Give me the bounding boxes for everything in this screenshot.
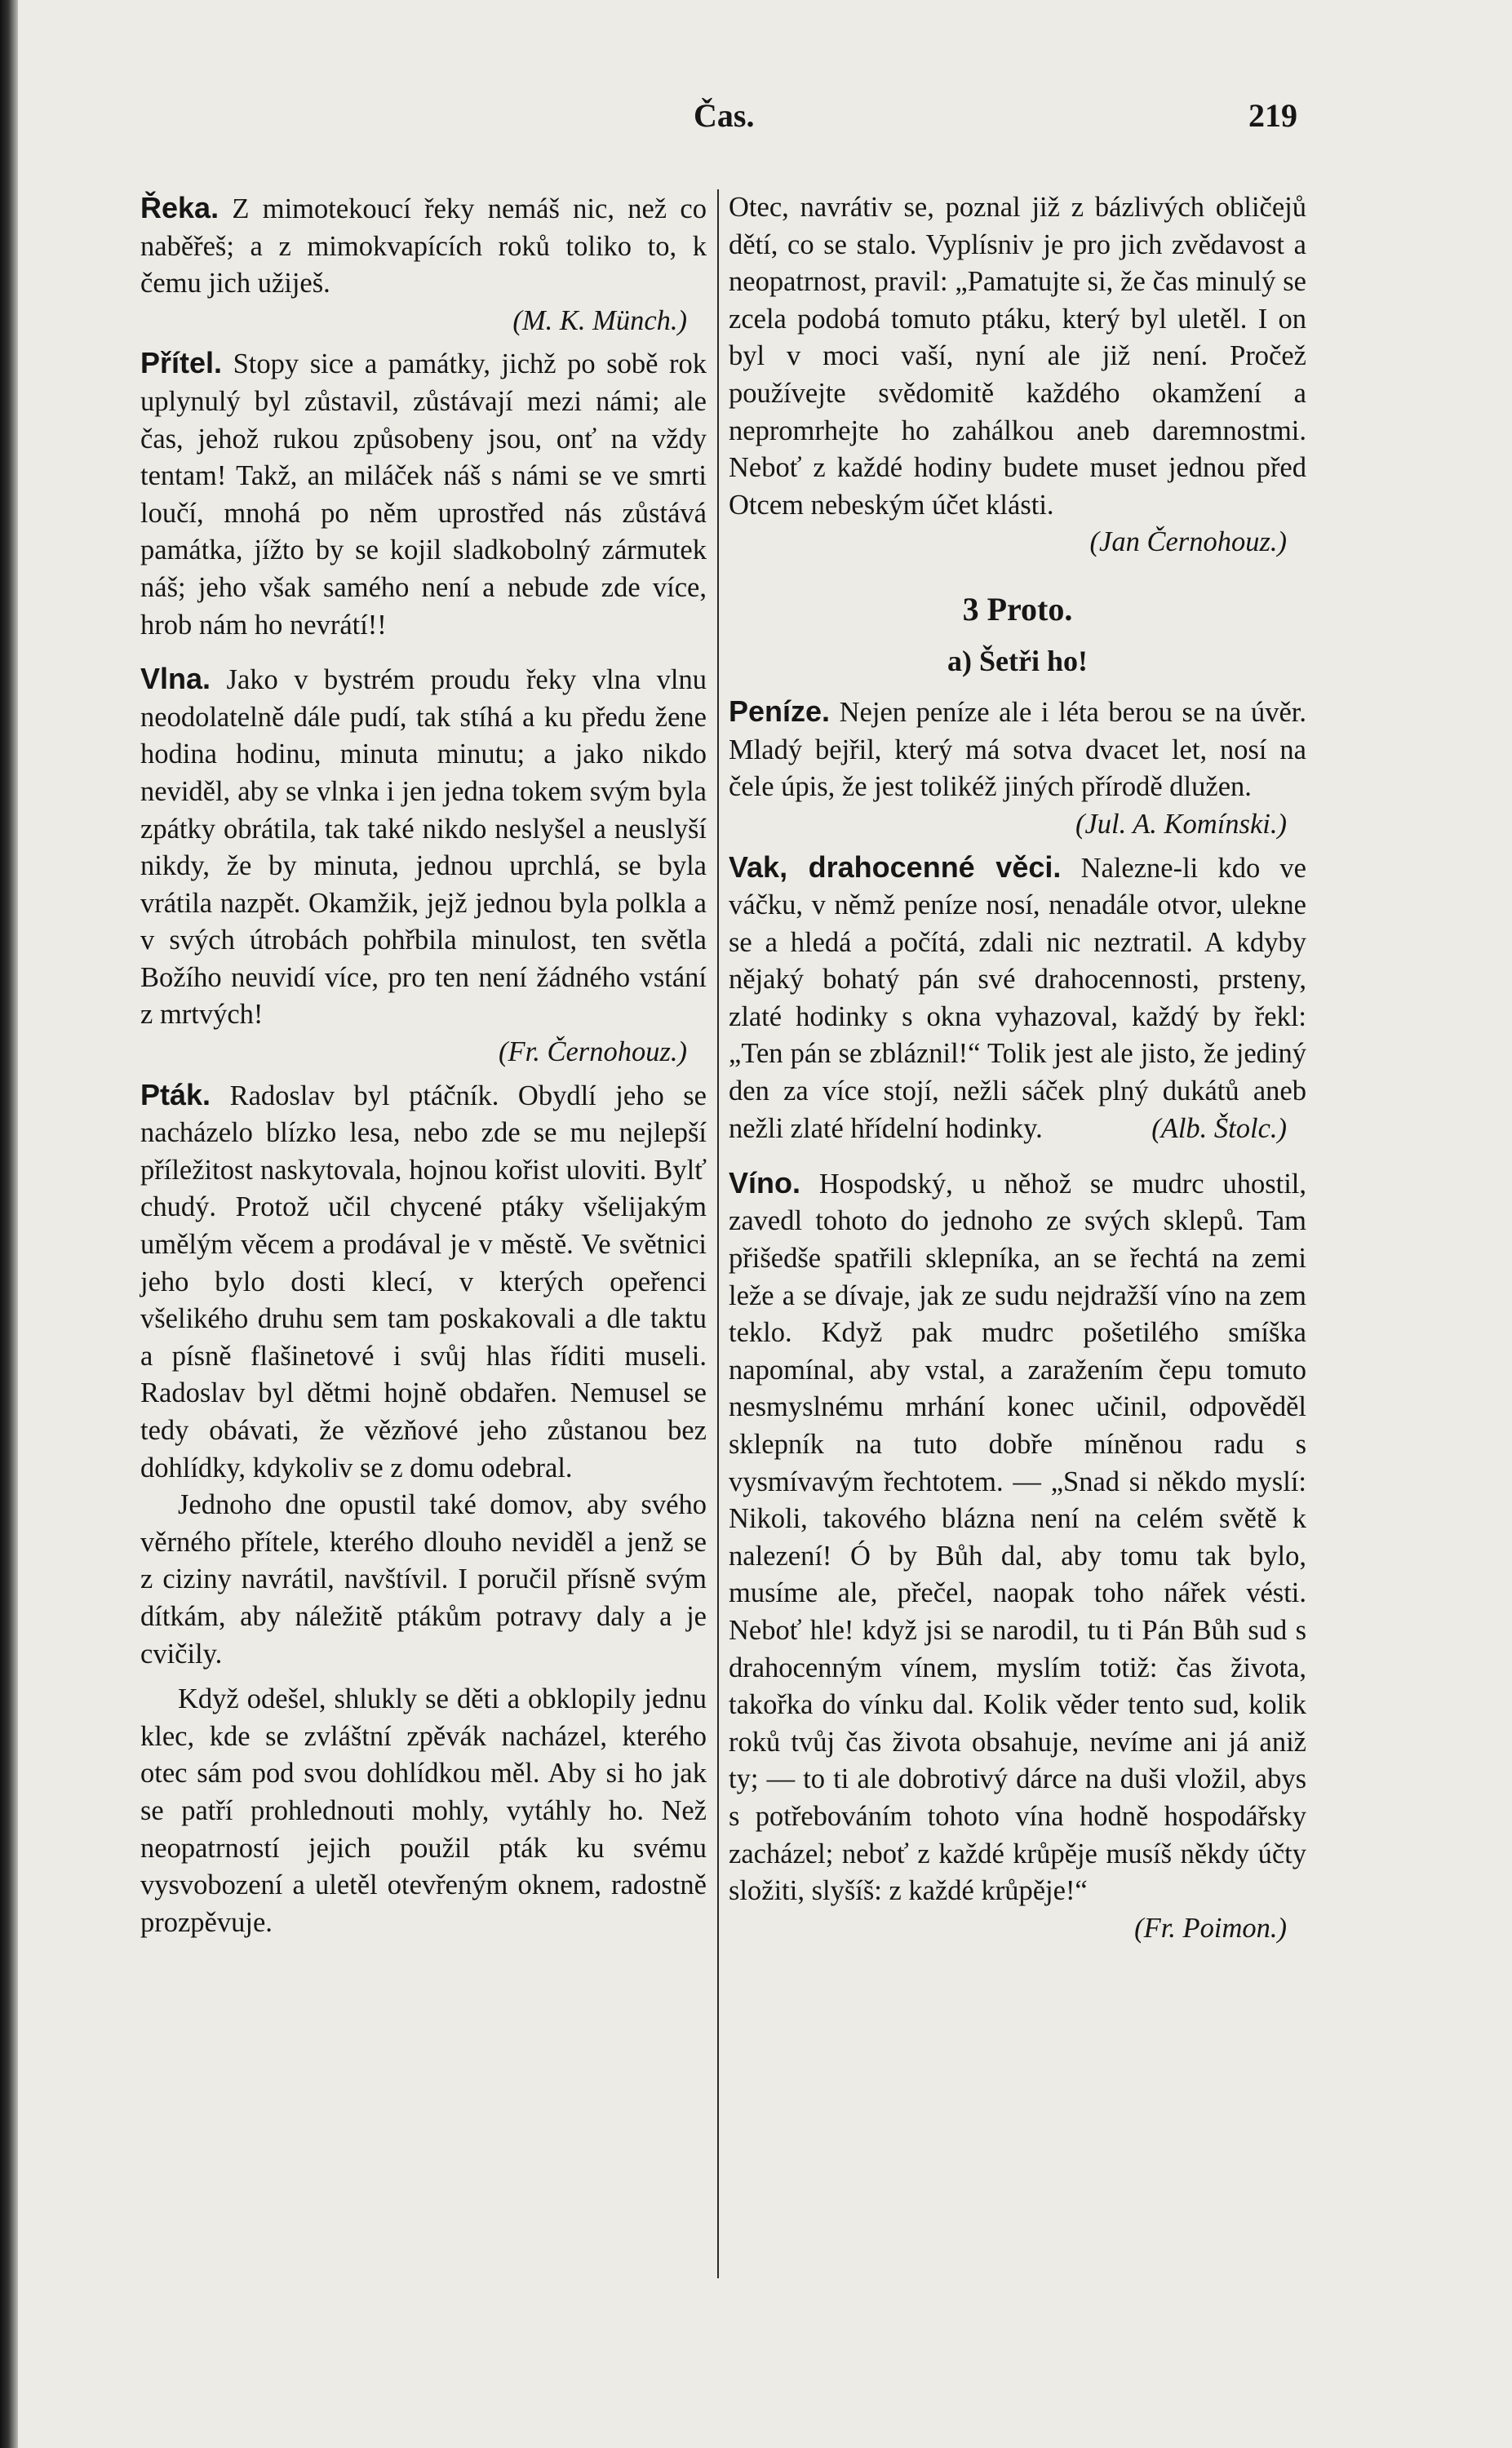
entry-term: Řeka. [140,191,219,224]
entry-term: Vlna. [140,662,211,696]
subsection-heading: a) Šetři ho! [947,644,1088,677]
entry-term: Vak, drahocenné věci. [729,849,1062,884]
entry-term: Víno. [729,1165,800,1200]
entry-text: Hospodský, u něhož se mudrc uhostil, zavedl tohoto do jednoho ze svých sklepů. Tam přišedše spatřili sklepníka, an se řechtá na zemi leže a se dívaje, jak ze sudu nejdražší víno na zem teklo. Když pak mudrc pošetilého smíška napomínal, aby vstal, a zaražením čepu tomuto nesmyslnému mrhání konec učinil, odpověděl sklepník na tuto dobře míněnou radu s vysmívavým řechtotem. — „Snad si někdo myslí: Nikoli, takového blázna není na celém světě k nalezení! Ó by Bůh dal, aby tomu tak bylo, musíme ale, přečel, naopak toho nářek vésti. Neboť hle! když jsi se narodil, tu ti Pán Bůh sud s drahocenným vínem, myslím totiž: čas života, takořka do vínku dal. Kolik věder tento sud, kolik roků tvůj čas života obsahuje, nevíme ani já aniž ty; — to ti ale dobrotivý dárce na duši vložil, abys s potřebováním tohoto vína hodně hospodářsky zacházel; neboť z každé krůpěje musíš někdy účty složiti, slyšíš: z každé krůpěje!“ [729,1168,1306,1907]
entry-source: (Jul. A. Komínski.) [1075,808,1287,840]
entry-text: Z mimotekoucí řeky nemáš nic, než co naběřeš; a z mimokvapících roků toliko to, k čemu jich užiješ. [140,193,707,299]
entry-text: Jako v bystrém proudu řeky vlna vlnu neodolatelně dále pudí, tak stíhá a ku předu žene hodina hodinu, minuta minutu; a jako nikdo neviděl, aby se vlnka i jen jedna tokem svým byla zpátky obrátila, tak také nikdo neslyšel a neuslyší nikdy, že by minuta, jednou uprchlá, se byla vrátila nazpět. Okamžik, jejž jednou byla polkla a v svých útrobách pohřbila minulost, ten světla Božího neuvidí více, pro ten není žádného vstání z mrtvých! [140,664,707,1031]
entry-text: Radoslav byl ptáčník. Obydlí jeho se nacházelo blízko lesa, nebo zde se mu nejlepší příležitost naskytovala, hojnou kořist uloviti. Bylť chudý. Protož učil chycené ptáky všelijakým umělým věcem a prodával je v městě. Ve světnici jeho bylo dosti klecí, v kterých opeřenci všelikého druhu sem tam poskakovali a dle taktu a písně flašinetové i svůj hlas říditi museli. Radoslav byl dětmi hojně obdařen. Nemusel se tedy obávati, že vězňové jeho zůstanou bez dohlídky, kdykoliv se z domu odebral. [140,1080,707,1483]
left-column [140,189,707,1941]
entry-pritel [140,344,707,644]
entry-ptak-paragraph-3: Když odešel, shlukly se děti a obklopily jednu klec, kde se zvláštní zpěvák nacházel, kterého otec sám pod svou dohlídkou měl. Aby si ho jak se patří prohlednouti mohly, vytáhly ho. Než neopatrností jejich použil pták ku svému vysvobození a uletěl otevřeným oknem, radostně prozpěvuje. [140,1683,707,1938]
entry-ptak [140,1076,707,1488]
entry-text: Nalezne-li kdo ve váčku, v němž peníze nosí, nenadále otvor, ulekne se a hledá a počítá, zdali nic neztratil. A kdyby nějaký bohatý pán své drahocennosti, prsteny, zlaté hodinky s okna vyhazoval, každý by řekl: „Ten pán se zbláznil!“ Tolik jest ale jisto, že jediný den za více stojí, nežli sáček plný dukátů aneb nežli zlaté hřídelní hodinky. [729,852,1306,1144]
page-number: 219 [1248,97,1297,134]
running-head-title: Čas. [694,97,755,134]
book-spine-shadow [0,0,18,2448]
entry-reka [140,189,707,303]
entry-source: (Fr. Černohouz.) [499,1036,687,1068]
column-divider [717,189,719,2278]
section-heading: 3 Proto. [962,590,1073,628]
entry-source: (Alb. Štolc.) [1151,1113,1287,1145]
entry-source: (M. K. Münch.) [512,304,687,336]
entry-source: (Jan Černohouz.) [1089,526,1287,558]
entry-ptak-paragraph-2: Jednoho dne opustil také domov, aby svého věrného přítele, kterého dlouho neviděl a jenž se z ciziny navrátil, navštívil. I poručil přísně svým dítkám, aby náležitě ptákům potravy daly a je cvičily. [140,1489,707,1670]
right-column [729,189,1306,1947]
entry-vino [729,1164,1306,1910]
ptak-continuation: Otec, navrátiv se, poznal již z bázlivých obličejů dětí, co se stalo. Vyplísniv je pro jich zvědavost a neopatrnost, pravil: „Pamatujte si, že čas minulý se zcela podobá tomuto ptáku, který byl uletěl. I on byl v moci vaší, nyní ale již není. Pročež používejte svědomitě každého okamžení a nepromrhejte ho zahálkou aneb daremnostmi. Neboť z každé hodiny budete muset jednou před Otcem nebeským účet klásti. [729,192,1306,521]
entry-penize [729,693,1306,806]
entry-term: Peníze. [729,694,831,729]
entry-term: Pták. [140,1077,211,1111]
entry-term: Přítel. [140,346,223,380]
entry-text: Stopy sice a památky, jichž po sobě rok uplynulý byl zůstavil, zůstávají mezi námi; ale čas, jehož rukou způsobeny jsou, onť na vždy tentam! Takž, an miláček náš s námi se ve smrti loučí, mnohá po něm uprostřed nás zůstává památka, jížto by se kojil sladkobolný zármutek náš; jeho však samého není a nebude zde více, hrob nám ho nevrátí!! [140,348,707,641]
entry-text: Nejen peníze ale i léta berou se na úvěr. Mladý bejřil, který má sotva dvacet let, nosí na čele úpis, že jest tolikéž jiných přírodě dlužen. [729,697,1306,803]
entry-vak [729,849,1306,1148]
entry-source: (Fr. Poimon.) [1134,1912,1287,1944]
entry-vlna [140,660,707,1034]
